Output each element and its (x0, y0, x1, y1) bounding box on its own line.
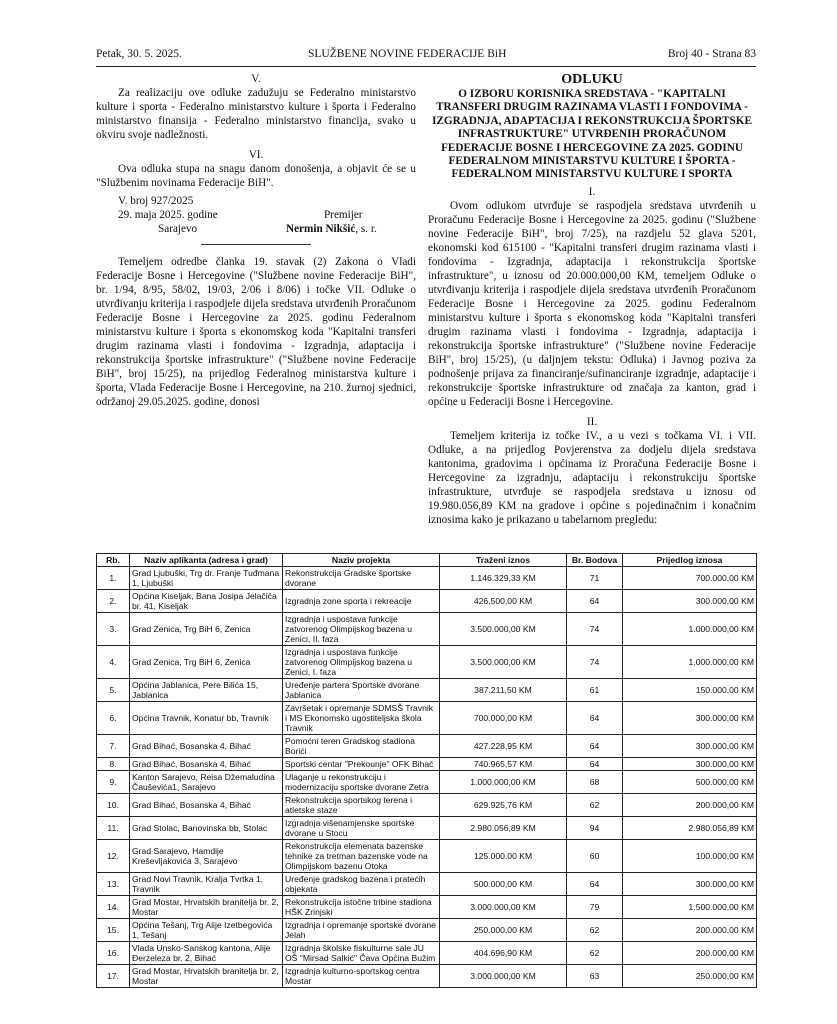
cell-project: Izgradnja kulturno-sportskog centra Mostar (283, 965, 440, 988)
cell-proposed: 250.000,00 KM (623, 965, 757, 988)
cell-proposed: 300.000,00 KM (623, 735, 757, 758)
cell-applicant: Grad Mostar, Hrvatskih branitelja br. 2, Mostar (130, 896, 283, 919)
cell-proposed: 150.000,00 KM (623, 679, 757, 702)
cell-points: 71 (567, 567, 623, 590)
section-heading-v: V. (251, 73, 261, 85)
cell-applicant: Općina Jablanica, Pere Bilića 15, Jablanica (130, 679, 283, 702)
cell-points: 64 (567, 758, 623, 771)
table-body (97, 567, 757, 988)
table-row (97, 613, 757, 646)
cell-rb: 12. (97, 840, 130, 873)
cell-points: 62 (567, 794, 623, 817)
cell-project: Izgradnja i uspostava funkcije zatvorenog Olimpijskog bazena u Zenici, II. faza (283, 613, 440, 646)
cell-points: 68 (567, 771, 623, 794)
cell-proposed: 100.000,00 KM (623, 840, 757, 873)
cell-rb: 8. (97, 758, 130, 771)
column-header-points: Br. Bodova (567, 554, 623, 567)
cell-proposed: 500.000,00 KM (623, 771, 757, 794)
cell-requested: 740.965,57 KM (440, 758, 567, 771)
cell-project: Rekonstrukcija istočne tribine stadiona HŠK Zrinjski (283, 896, 440, 919)
cell-rb: 16. (97, 942, 130, 965)
separator-line (201, 244, 311, 245)
signatory-suffix: , s. r. (355, 223, 377, 235)
header-journal-title: SLUŽBENE NOVINE FEDERACIJE BiH (308, 48, 507, 60)
cell-requested: 3.500.000,00 KM (440, 646, 567, 679)
cell-points: 61 (567, 679, 623, 702)
cell-project: Uređenje gradskog bazena i pratećih objekata (283, 873, 440, 896)
column-header-proposed: Prijedlog iznosa (623, 554, 757, 567)
column-header-rb: Rb. (97, 554, 130, 567)
table-row (97, 758, 757, 771)
table-row (97, 873, 757, 896)
cell-requested: 125.000,00 KM (440, 840, 567, 873)
preamble-text: Temeljem odredbe članka 19. stavak (2) Zakona o Vladi Federacije Bosne i Hercegovine ("Službene novine Federacije BiH", br. 1/94, 8/95, 58/02, 19/03, 2/06 i 8/06) i točke VII. Odluke o utvrđivanju kriterija i raspodjele dijela sredstava utvrđenih Proračunom Federacije Bosne i Hercegovine za 2025. godinu Federalnom ministarstvu kulture i športa s ekonomskog koda "Kapitalni transferi drugim razinama vlasti i fondovima - Izgradnja, adaptacija i rekonstrukcija športske infrastrukture" ("Službene novine Federacije BiH", broj 15/25), na prijedlog Federalnog ministarstva kulture i športa, Vlada Federacije Bosne i Hercegovine, na 210. žurnoj sjednici, održanoj 29.05.2025. godine, donosi (96, 256, 416, 408)
table-row (97, 679, 757, 702)
cell-rb: 9. (97, 771, 130, 794)
column-header-requested: Traženi iznos (440, 554, 567, 567)
decision-date: 29. maja 2025. godine (118, 209, 218, 221)
cell-applicant: Grad Stolac, Banovinska bb, Stolac (130, 817, 283, 840)
section-heading-vi: VI. (248, 149, 264, 161)
cell-requested: 1.000.000,00 KM (440, 771, 567, 794)
cell-applicant: Grad Bihać, Bosanska 4, Bihać (130, 794, 283, 817)
signature-block (96, 194, 416, 238)
cell-points: 64 (567, 873, 623, 896)
cell-requested: 404.696,90 KM (440, 942, 567, 965)
cell-applicant: Grad Novi Travnik, Kralja Tvrtka 1, Travnik (130, 873, 283, 896)
table-row (97, 965, 757, 988)
section-heading-i: I. (588, 185, 596, 198)
cell-proposed: 300.000,00 KM (623, 702, 757, 735)
cell-proposed: 200.000,00 KM (623, 794, 757, 817)
section-heading-ii: II. (586, 415, 598, 428)
cell-rb: 13. (97, 873, 130, 896)
section-i-text: Ovom odlukom utvrđuje se raspodjela sredstava utvrđenih u Proračunu Federacije Bosne i Hercegovine za 2025. godinu ("Službene novine Federacije BiH", broj 7/25), na razdjelu 52 glava 5201, ekonomski kod 615100 - "Kapitalni transferi drugim razinama vlasti i fondovima - Izgradnja, adaptacija i rekonstrukcija športske infrastrukture", u iznosu od 20.000.000,00 KM, temeljem Odluke o utvrđivanju kriterija i raspodjele dijela sredstava utvrđenih Proračunom Federacije Bosne i Hercegovine za 2025. godinu Federalnom ministarstvu kulture i športa s ekonomskog koda "Kapitalni transferi drugim razinama vlasti i fondovima - Izgradnja, adaptacija i rekonstrukcija športske infrastrukture" ("Službene novine Federacije BiH", broj 15/25), (u daljnjem tekstu: Odluka) i Javnog poziva za podnošenje prijava za financiranje/sufinanciranje izgradnje, adaptacije i rekonstrukcije športske infrastrukture od značaja za kanton, grad i općine u Federaciji Bosne i Hercegovine. (428, 199, 756, 408)
cell-project: Završetak i opremanje SDMSŠ Travnik i MS Ekonomsko ugostiteljska škola Travnik (283, 702, 440, 735)
cell-proposed: 1.000.000,00 KM (623, 613, 757, 646)
cell-proposed: 1.500.000,00 KM (623, 896, 757, 919)
signatory-name: Nermin Nikšić (286, 223, 356, 235)
table-row (97, 567, 757, 590)
decision-city: Sarajevo (158, 223, 198, 235)
cell-points: 94 (567, 817, 623, 840)
cell-applicant: Grad Mostar, Hrvatskih branitelja br. 2, Mostar (130, 965, 283, 988)
cell-proposed: 300.000,00 KM (623, 758, 757, 771)
column-header-applicant: Naziv aplikanta (adresa i grad) (130, 554, 283, 567)
cell-proposed: 2.980.056,89 KM (623, 817, 757, 840)
cell-rb: 7. (97, 735, 130, 758)
cell-requested: 250.000,00 KM (440, 919, 567, 942)
cell-proposed: 700.000,00 KM (623, 567, 757, 590)
cell-project: Izgradnja zone sporta i rekreacije (283, 590, 440, 613)
cell-rb: 5. (97, 679, 130, 702)
cell-applicant: Grad Ljubuški, Trg dr. Franje Tuđmana 1, Ljubuški (130, 567, 283, 590)
table-row (97, 646, 757, 679)
section-ii-text: Temeljem kriterija iz točke IV., a u vezi s točkama VI. i VII. Odluke, a na prijedlog Povjerenstva za dodjelu dijela sredstava kantonima, gradovima i općinama iz Proračuna Federacije Bosne i Hercegovine za izgradnju, adaptaciju i rekonstrukciju športske infrastrukture, utvrđuje se raspodjela sredstava u iznosu od 19.980.056,89 KM na gradove i općine s pojedinačnim i konačnim iznosima kako je prikazano u tabelarnom pregledu: (428, 429, 756, 526)
cell-project: Uređenje partera Sportske dvorane Jablanica (283, 679, 440, 702)
cell-rb: 2. (97, 590, 130, 613)
cell-rb: 14. (97, 896, 130, 919)
table-row (97, 771, 757, 794)
right-column (428, 72, 756, 527)
cell-applicant: Vlada Unsko-Sanskog kantona, Alije Đerzeleza br. 2, Bihać (130, 942, 283, 965)
cell-applicant: Kanton Sarajevo, Reisa Džemaludina Čauševića1, Sarajevo (130, 771, 283, 794)
cell-project: Izgradnja školske fiskulturne sale JU OŠ "Mirsad Salkić" Čava Općina Bužim (283, 942, 440, 965)
cell-applicant: Grad Bihać, Bosanska 4, Bihać (130, 735, 283, 758)
cell-project: Pomoćni teren Gradskog stadiona Borići (283, 735, 440, 758)
cell-proposed: 300.000,00 KM (623, 590, 757, 613)
header-page-number: Broj 40 - Strana 83 (667, 48, 756, 60)
cell-points: 62 (567, 942, 623, 965)
signatory (286, 222, 377, 236)
cell-proposed: 1.000.000,00 KM (623, 646, 757, 679)
cell-points: 60 (567, 840, 623, 873)
cell-requested: 1.146.329,33 KM (440, 567, 567, 590)
cell-points: 63 (567, 965, 623, 988)
table-header-row (97, 554, 757, 567)
table-row (97, 919, 757, 942)
cell-requested: 426.500,00 KM (440, 590, 567, 613)
cell-points: 79 (567, 896, 623, 919)
allocation-table (96, 553, 757, 988)
decision-number: V. broj 927/2025 (118, 195, 194, 207)
cell-rb: 3. (97, 613, 130, 646)
signatory-role: Premijer (324, 209, 363, 221)
cell-proposed: 300.000,00 KM (623, 873, 757, 896)
cell-points: 74 (567, 646, 623, 679)
cell-requested: 500.000,00 KM (440, 873, 567, 896)
table-row (97, 735, 757, 758)
cell-project: Sportski centar "Prekounje" OFK Bihać (283, 758, 440, 771)
cell-points: 74 (567, 613, 623, 646)
cell-project: Ulaganje u rekonstrukciju i modernizaciju sportske dvorane Zetra (283, 771, 440, 794)
left-column (96, 72, 416, 409)
cell-applicant: Općina Tešanj, Trg Alije Izetbegovića 1, Tešanj (130, 919, 283, 942)
cell-rb: 6. (97, 702, 130, 735)
cell-applicant: Grad Bihać, Bosanska 4, Bihać (130, 758, 283, 771)
cell-requested: 2.980.056,89 KM (440, 817, 567, 840)
header-date: Petak, 30. 5. 2025. (96, 48, 182, 60)
cell-applicant: Općina Kiseljak, Bana Josipa Jelačića br. 41, Kiseljak (130, 590, 283, 613)
table-row (97, 942, 757, 965)
cell-project: Rekonstrukcija sportskog terena i atletske staze (283, 794, 440, 817)
running-header (96, 48, 756, 64)
cell-applicant: Grad Sarajevo, Hamdije Kreševljakovića 3, Sarajevo (130, 840, 283, 873)
cell-requested: 3.000.000,00 KM (440, 965, 567, 988)
cell-requested: 700.000,00 KM (440, 702, 567, 735)
table-row (97, 794, 757, 817)
cell-requested: 3.000.000,00 KM (440, 896, 567, 919)
header-rule (96, 66, 756, 67)
table-row (97, 840, 757, 873)
section-vi-text: Ova odluka stupa na snagu danom donošenja, a objavit će se u "Službenim novinama Federacije BiH". (96, 163, 416, 189)
cell-points: 64 (567, 590, 623, 613)
cell-applicant: Grad Zenica, Trg BiH 6, Zenica (130, 613, 283, 646)
decision-subtitle: O IZBORU KORISNIKA SREDSTAVA - "KAPITALNI TRANSFERI DRUGIM RAZINAMA VLASTI I FONDOVIMA - IZGRADNJA, ADAPTACIJA I REKONSTRUKCIJA ŠPORTSKE INFRASTRUKTURE" UTVRĐENIH PRORAČUNOM FEDERACIJE BOSNE I HERCEGOVINE ZA 2025. GODINU FEDERALNOM MINISTARSTVU KULTURE I ŠPORTA - FEDERALNOM MINISTARSTVU KULTURE I SPORTA (432, 88, 752, 181)
cell-project: Rekonstrukcija elemenata bazenske tehnike za tretman bazenske vode na Olimpijskom bazenu Otoka (283, 840, 440, 873)
cell-points: 62 (567, 919, 623, 942)
cell-rb: 1. (97, 567, 130, 590)
cell-project: Rekonstrukcija Gradske športske dvorane (283, 567, 440, 590)
cell-applicant: Općina Travnik, Konatur bb, Travnik (130, 702, 283, 735)
cell-rb: 15. (97, 919, 130, 942)
cell-proposed: 200.000,00 KM (623, 919, 757, 942)
table-row (97, 590, 757, 613)
cell-requested: 629.925,76 KM (440, 794, 567, 817)
cell-proposed: 200.000,00 KM (623, 942, 757, 965)
cell-project: Izgradnja i uspostava funkcije zatvorenog Olimpijskog bazena u Zenici, I. faza (283, 646, 440, 679)
table-row (97, 896, 757, 919)
cell-requested: 3.500.000,00 KM (440, 613, 567, 646)
table-row (97, 702, 757, 735)
cell-project: Izgradnja i opremanje sportske dvorane Jelah (283, 919, 440, 942)
cell-rb: 11. (97, 817, 130, 840)
column-header-project: Naziv projekta (283, 554, 440, 567)
cell-rb: 4. (97, 646, 130, 679)
cell-points: 64 (567, 735, 623, 758)
cell-rb: 17. (97, 965, 130, 988)
cell-requested: 387.211,50 KM (440, 679, 567, 702)
section-v-text: Za realizaciju ove odluke zadužuju se Federalno ministarstvo kulture i sporta - Federalno ministarstvo kulture i športa i Federalno ministarstvo finansija - Federalno ministarstvo financija, svako u okviru svoje nadležnosti. (96, 87, 416, 141)
decision-title: ODLUKU (561, 72, 623, 87)
cell-project: Izgradnja višenamjenske sportske dvorane u Stocu (283, 817, 440, 840)
cell-rb: 10. (97, 794, 130, 817)
cell-applicant: Grad Zenica, Trg BiH 6, Zenica (130, 646, 283, 679)
cell-requested: 427.228,95 KM (440, 735, 567, 758)
cell-points: 64 (567, 702, 623, 735)
table-row (97, 817, 757, 840)
